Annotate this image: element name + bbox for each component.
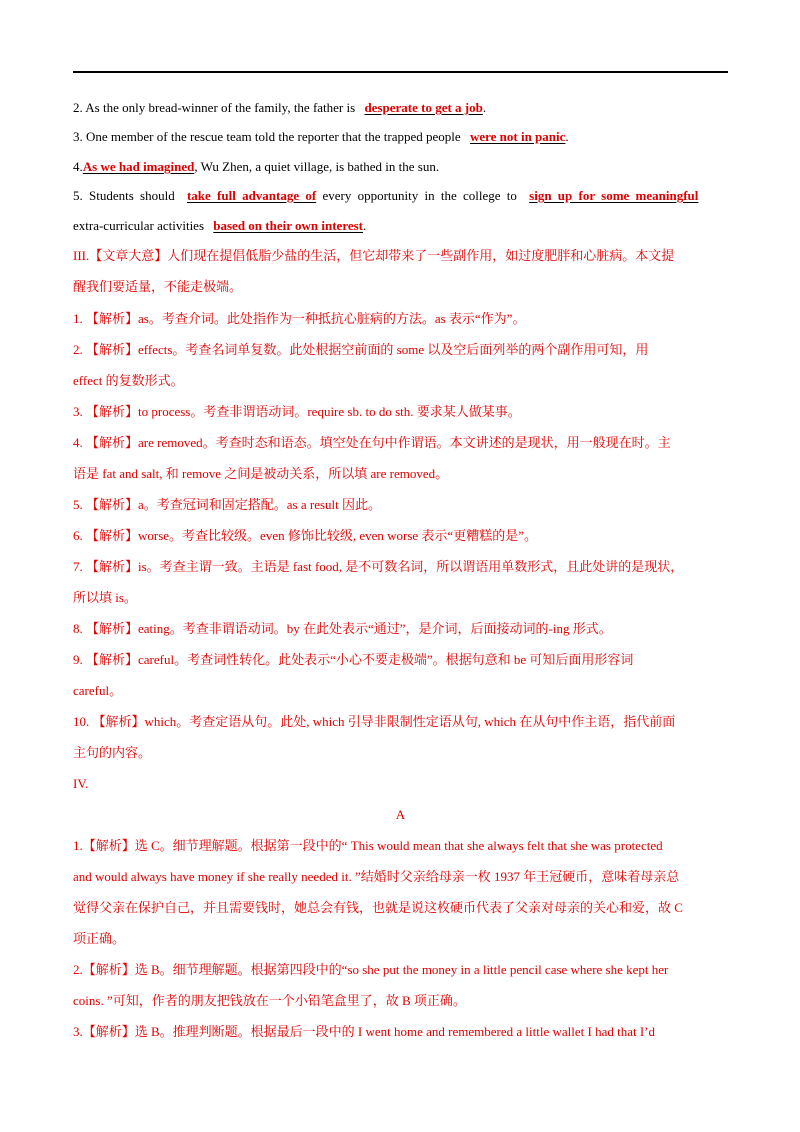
analysis-line: 1. 【解析】as。考查介词。此处指作为一种抵抗心脏病的方法。as 表示“作为”。 — [73, 311, 526, 326]
answer-text: based on their own interest — [213, 218, 364, 233]
analysis-line: 1.【解析】选 C。细节理解题。根据第一段中的“ This would mean that she always felt that she was protected — [73, 838, 663, 853]
exercise-line-3 — [73, 128, 728, 146]
header-rule — [73, 71, 728, 73]
analysis-line: 6. 【解析】worse。考查比较级。even 修饰比较级, even worse 表示“更糟糕的是”。 — [73, 528, 537, 543]
analysis-line: 2. 【解析】effects。考查名词单复数。此处根据空前面的 some 以及空后面列举的两个副作用可知，用 — [73, 342, 649, 357]
answer-text: As we had imagined — [82, 159, 195, 174]
analysis-line: and would always have money if she really needed it. ”结婚时父亲给母亲一枚 1937 年王冠硬币，意味着母亲总 — [73, 869, 680, 884]
analysis-line: 2.【解析】选 B。细节理解题。根据第四段中的“so she put the money in a little pencil case where she kept her — [73, 962, 669, 977]
sentence-text: . — [363, 218, 367, 233]
analysis-line: 3.【解析】选 B。推理判断题。根据最后一段中的 I went home and remembered a little wallet I had that I’d — [73, 1024, 655, 1039]
analysis-line: careful。 — [73, 683, 123, 698]
exercise-line-5-cont — [73, 217, 728, 235]
section-heading: IV. — [73, 776, 89, 791]
sentence-text: 2. As the only bread-winner of the family, the father is — [73, 100, 359, 115]
exercise-line-2 — [73, 99, 728, 117]
analysis-line: 5. 【解析】a。考查冠词和固定搭配。as a result 因此。 — [73, 497, 382, 512]
sentence-text: 4. — [73, 159, 83, 174]
sentence-text: 5. Students should — [73, 188, 181, 203]
analysis-line: 10. 【解析】which。考查定语从句。此处, which 引导非限制性定语从句, which 在从句中作主语，指代前面 — [73, 714, 676, 729]
sentence-text: extra-curricular activities — [73, 218, 208, 233]
analysis-line: 3. 【解析】to process。考查非谓语动词。require sb. to do sth. 要求某人做某事。 — [73, 404, 521, 419]
analysis-line: 9. 【解析】careful。考查词性转化。此处表示“小心不要走极端”。根据句意和 be 可知后面用形容词 — [73, 652, 634, 667]
analysis-line: 4. 【解析】are removed。考查时态和语态。填空处在句中作谓语。本文讲述的是现状，用一般现在时。主 — [73, 435, 671, 450]
analysis-line: coins. ”可知，作者的朋友把钱放在一个小铅笔盒里了，故 B 项正确。 — [73, 993, 466, 1008]
analysis-line: 觉得父亲在保护自己，并且需要钱时，她总会有钱，也就是说这枚硬币代表了父亲对母亲的关心和爱，故 C — [73, 900, 683, 915]
summary-line: 醒我们要适量，不能走极端。 — [73, 279, 243, 294]
answer-text: desperate to get a job — [364, 100, 483, 115]
analysis-line: 所以填 is。 — [73, 590, 137, 605]
answer-text: were not in panic — [469, 129, 566, 144]
analysis-line: 主句的内容。 — [73, 745, 152, 760]
analysis-line: effect 的复数形式。 — [73, 373, 184, 388]
answer-text: sign up for some meaningful — [529, 188, 699, 203]
exercise-line-5 — [73, 187, 728, 205]
sentence-text: 3. One member of the rescue team told the reporter that the trapped people — [73, 129, 464, 144]
sentence-text: . — [482, 100, 487, 115]
exercise-line-4 — [73, 158, 728, 176]
summary-line: III.【文章大意】人们现在提倡低脂少盐的生活，但它却带来了一些副作用，如过度肥胖和心脏病。本文提 — [73, 248, 675, 263]
analysis-line: 7. 【解析】is。考查主谓一致。主语是 fast food, 是不可数名词，所以谓语用单数形式，且此处讲的是现状， — [73, 559, 684, 574]
sentence-text: every opportunity in the college to — [316, 188, 524, 203]
analysis-line: 项正确。 — [73, 931, 126, 946]
passage-label: A — [395, 807, 406, 822]
analysis-line: 8. 【解析】eating。考查非谓语动词。by 在此处表示“通过”，是介词，后面接动词的-ing 形式。 — [73, 621, 612, 636]
sentence-text: . — [565, 129, 569, 144]
analysis-line: 语是 fat and salt, 和 remove 之间是被动关系，所以填 are removed。 — [73, 466, 449, 481]
sentence-text: , Wu Zhen, a quiet village, is bathed in the sun. — [194, 159, 440, 174]
answer-text: take full advantage of — [186, 188, 317, 203]
